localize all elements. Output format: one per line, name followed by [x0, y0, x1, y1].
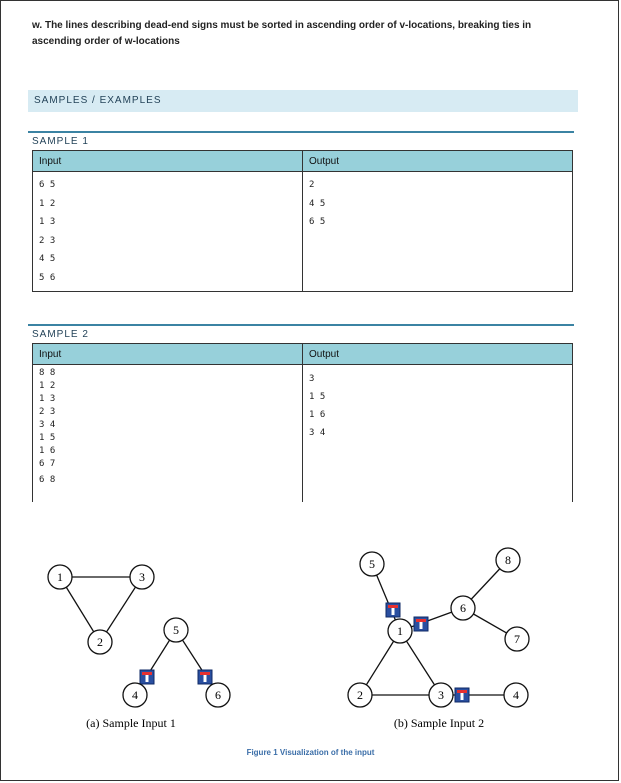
graph-node: [48, 565, 72, 589]
output-line: 3 4: [309, 428, 326, 438]
sample-1-title: SAMPLE 1: [32, 136, 89, 147]
output-line: 3: [309, 374, 315, 384]
output-line: 4 5: [309, 198, 326, 209]
svg-text:6: 6: [460, 601, 466, 615]
svg-text:5: 5: [173, 623, 179, 637]
svg-text:4: 4: [132, 688, 138, 702]
svg-text:1: 1: [397, 624, 403, 638]
graph-b-nodes: [348, 548, 529, 707]
sample-1-input-header: Input: [33, 151, 303, 172]
svg-text:7: 7: [514, 632, 520, 646]
svg-text:5: 5: [369, 557, 375, 571]
graph-node: [164, 618, 188, 642]
dead-end-sign-icon: [386, 603, 400, 617]
input-line: 6 7: [39, 459, 56, 469]
graph-node: [429, 683, 453, 707]
graph-node: [451, 596, 475, 620]
svg-text:2: 2: [357, 688, 363, 702]
figure-graphs: [1, 1, 620, 782]
svg-text:4: 4: [513, 688, 519, 702]
input-line: 2 3: [39, 407, 56, 417]
input-line: 6 8: [39, 475, 56, 485]
graph-node: [88, 630, 112, 654]
graph-a-nodes: [48, 565, 230, 707]
svg-text:1: 1: [57, 570, 63, 584]
input-line: 2 3: [39, 235, 56, 246]
dead-end-sign-icon: [140, 670, 154, 684]
input-line: 1 5: [39, 433, 56, 443]
intro-paragraph: w. The lines describing dead-end signs must be sorted in ascending order of v-locations, breaking ties in ascending order of w-locations: [32, 20, 532, 47]
input-line: 6 5: [39, 180, 56, 190]
graph-node: [504, 683, 528, 707]
input-line: 1 3: [39, 394, 56, 404]
dead-end-sign-icon: [414, 617, 428, 631]
sample-2-input-header: Input: [33, 344, 303, 365]
svg-text:3: 3: [139, 570, 145, 584]
graph-b-edges: [360, 560, 517, 695]
input-line: 1 2: [39, 198, 56, 209]
figure-caption: Figure 1 Visualization of the input: [246, 748, 375, 757]
svg-text:3: 3: [438, 688, 444, 702]
graph-node: [360, 552, 384, 576]
output-line: 1 5: [309, 392, 326, 402]
output-line: 6 5: [309, 217, 326, 227]
graph-node: [496, 548, 520, 572]
section-header: SAMPLES / EXAMPLES: [28, 90, 578, 112]
svg-text:2: 2: [97, 635, 103, 649]
input-line: 4 5: [39, 254, 56, 264]
graph-b-caption: (b) Sample Input 2: [393, 716, 485, 730]
sample-2-title: SAMPLE 2: [32, 329, 89, 340]
sample-1-output-header: Output: [303, 151, 573, 172]
graph-node: [348, 683, 372, 707]
graph-node: [123, 683, 147, 707]
graph-node: [505, 627, 529, 651]
output-line: 1 6: [309, 410, 326, 420]
sample-2-output-header: Output: [303, 344, 573, 365]
input-line: 1 3: [39, 217, 56, 227]
graph-node: [206, 683, 230, 707]
input-line: 3 4: [39, 420, 56, 430]
svg-text:6: 6: [215, 688, 221, 702]
svg-text:8: 8: [505, 553, 511, 567]
graph-a-edges: [60, 577, 218, 695]
dead-end-sign-icon: [198, 670, 212, 684]
graph-node: [388, 619, 412, 643]
input-line: 5 6: [39, 272, 56, 283]
input-line: 1 2: [39, 381, 56, 391]
output-line: 2: [309, 180, 315, 190]
input-line: 1 6: [39, 446, 56, 456]
graph-node: [130, 565, 154, 589]
input-line: 8 8: [39, 368, 56, 378]
graph-a-caption: (a) Sample Input 1: [86, 716, 176, 730]
dead-end-sign-icon: [455, 688, 469, 702]
